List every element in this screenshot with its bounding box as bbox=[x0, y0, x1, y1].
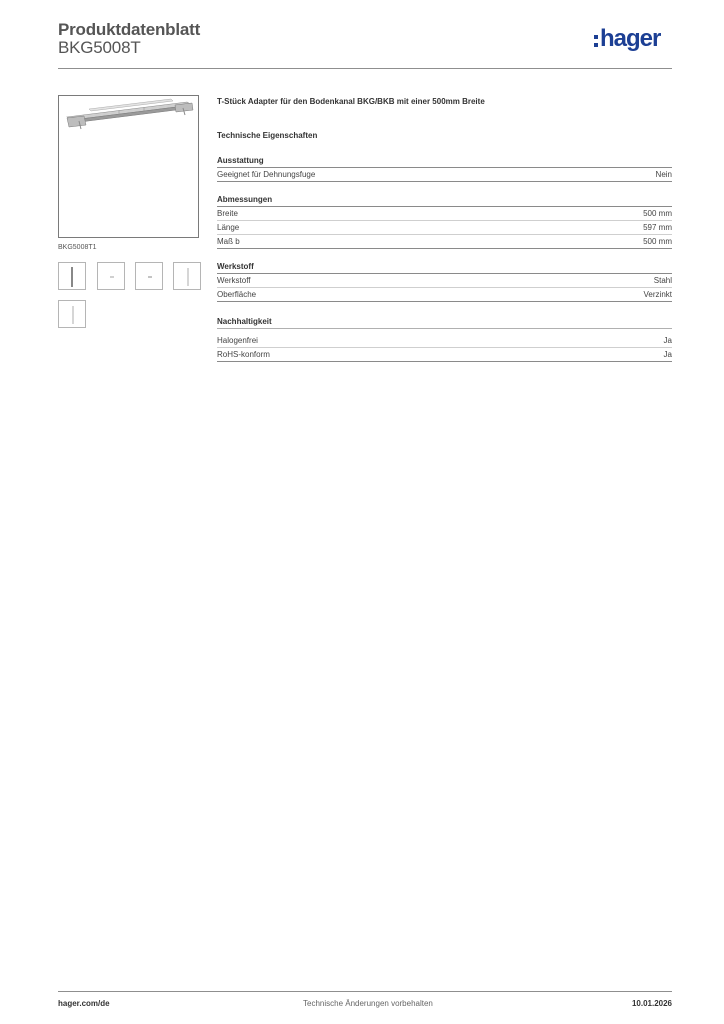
footer-date: 10.01.2026 bbox=[631, 999, 672, 1008]
property-label: Werkstoff bbox=[217, 276, 251, 285]
technical-properties-heading: Technische Eigenschaften bbox=[217, 131, 318, 140]
small-dash-drawing-icon bbox=[98, 263, 126, 291]
t-piece-adapter-icon bbox=[59, 96, 200, 239]
document-title: Produktdatenblatt bbox=[58, 20, 201, 39]
section-title: Ausstattung bbox=[217, 155, 672, 168]
logo-colon-icon bbox=[594, 35, 598, 47]
header-divider bbox=[58, 68, 672, 69]
property-label: Halogenfrei bbox=[217, 336, 258, 345]
main-product-image[interactable] bbox=[58, 95, 199, 238]
property-value: Nein bbox=[655, 170, 672, 179]
property-row bbox=[217, 274, 672, 288]
footer-notice: Technische Änderungen vorbehalten bbox=[303, 999, 433, 1008]
property-row bbox=[217, 235, 672, 249]
property-value: Ja bbox=[663, 336, 672, 345]
image-caption: BKG5008T1 bbox=[58, 244, 97, 251]
thin-vertical-bar-drawing-icon bbox=[174, 263, 202, 291]
property-label: Oberfläche bbox=[217, 290, 257, 299]
property-label: Breite bbox=[217, 209, 238, 218]
property-value: Ja bbox=[663, 350, 672, 359]
small-dash-drawing-icon bbox=[136, 263, 164, 291]
property-value: 500 mm bbox=[643, 209, 672, 218]
section-nachhaltigkeit bbox=[217, 316, 672, 362]
product-code: BKG5008T bbox=[58, 38, 141, 57]
property-row bbox=[217, 288, 672, 302]
thin-vertical-bar-drawing-icon bbox=[59, 301, 87, 329]
property-label: Länge bbox=[217, 223, 240, 232]
product-description: T-Stück Adapter für den Bodenkanal BKG/BKB mit einer 500mm Breite bbox=[217, 97, 485, 106]
thumbnail-1[interactable] bbox=[58, 262, 86, 290]
thumbnail-5[interactable] bbox=[58, 300, 86, 328]
property-label: Maß b bbox=[217, 237, 240, 246]
thumbnail-3[interactable] bbox=[135, 262, 163, 290]
section-abmessungen bbox=[217, 194, 672, 249]
logo-text: hager bbox=[600, 25, 661, 52]
section-title: Nachhaltigkeit bbox=[217, 316, 672, 329]
property-value: Verzinkt bbox=[643, 290, 672, 299]
property-row bbox=[217, 168, 672, 182]
property-label: RoHS-konform bbox=[217, 350, 270, 359]
property-value: 597 mm bbox=[643, 223, 672, 232]
vertical-bar-drawing-icon bbox=[59, 263, 87, 291]
thumbnail-2[interactable] bbox=[97, 262, 125, 290]
property-row bbox=[217, 207, 672, 221]
footer-website-link[interactable]: hager.com/de bbox=[58, 999, 110, 1008]
thumbnail-4[interactable] bbox=[173, 262, 201, 290]
section-werkstoff bbox=[217, 261, 672, 302]
property-value: Stahl bbox=[653, 276, 672, 285]
property-row bbox=[217, 334, 672, 348]
footer-divider bbox=[58, 991, 672, 992]
property-row bbox=[217, 348, 672, 362]
property-label: Geeignet für Dehnungsfuge bbox=[217, 170, 316, 179]
property-row bbox=[217, 221, 672, 235]
section-title: Abmessungen bbox=[217, 194, 672, 207]
hager-logo bbox=[594, 27, 660, 51]
section-title: Werkstoff bbox=[217, 261, 672, 274]
section-ausstattung bbox=[217, 155, 672, 182]
property-value: 500 mm bbox=[643, 237, 672, 246]
